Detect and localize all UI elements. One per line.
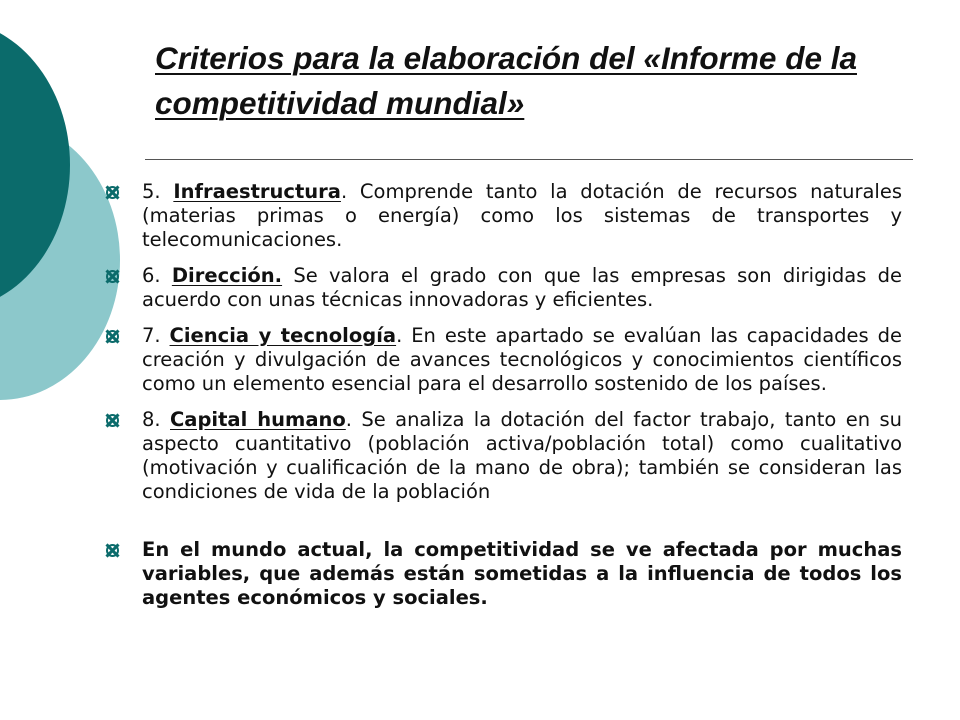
x-circle-icon bbox=[106, 544, 119, 557]
item-number: 6. bbox=[142, 264, 172, 287]
x-circle-icon bbox=[106, 330, 119, 343]
item-text bbox=[142, 324, 902, 396]
item-keyword: Infraestructura bbox=[173, 180, 341, 203]
item-keyword: Capital humano bbox=[170, 408, 346, 431]
item-number: 7. bbox=[142, 324, 170, 347]
criteria-list bbox=[104, 180, 902, 622]
list-item bbox=[104, 180, 902, 252]
conclusion-text: En el mundo actual, la competitividad se ve afectada por muchas variables, que además están sometidas a la influencia de todos los agentes económicos y sociales. bbox=[142, 538, 902, 609]
list-item-conclusion bbox=[104, 538, 902, 610]
x-circle-icon bbox=[106, 414, 119, 427]
slide-title: Criterios para la elaboración del «Informe de la competitividad mundial» bbox=[155, 40, 857, 121]
item-number: 5. bbox=[142, 180, 174, 203]
item-text bbox=[142, 180, 902, 252]
item-number: 8. bbox=[142, 408, 170, 431]
list-item bbox=[104, 408, 902, 504]
x-circle-icon bbox=[106, 270, 119, 283]
list-item bbox=[104, 324, 902, 396]
item-keyword: Dirección. bbox=[171, 264, 283, 287]
list-item bbox=[104, 264, 902, 312]
item-description: . En este apartado se evalúan las capacidades de creación y divulgación de avances tecnológicos y conocimientos científicos como un elemento esencial para el desarrollo sostenido de los países. bbox=[142, 324, 903, 395]
x-circle-icon bbox=[106, 186, 119, 199]
title-divider bbox=[145, 159, 913, 160]
item-text bbox=[142, 264, 902, 312]
item-description: . Se analiza la dotación del factor trabajo, tanto en su aspecto cuantitativo (población activa/población total) como cualitativo (motivación y cualificación de la mano de obra); también se consideran las condiciones de vida de la población bbox=[142, 408, 902, 503]
item-keyword: Ciencia y tecnología bbox=[169, 324, 397, 347]
item-text bbox=[142, 408, 902, 504]
item-description: Se valora el grado con que las empresas son dirigidas de acuerdo con unas técnicas innovadoras y eficientes. bbox=[142, 264, 902, 311]
item-description: . Comprende tanto la dotación de recursos naturales (materias primas o energía) como los sistemas de transportes y telecomunicaciones. bbox=[142, 180, 902, 251]
